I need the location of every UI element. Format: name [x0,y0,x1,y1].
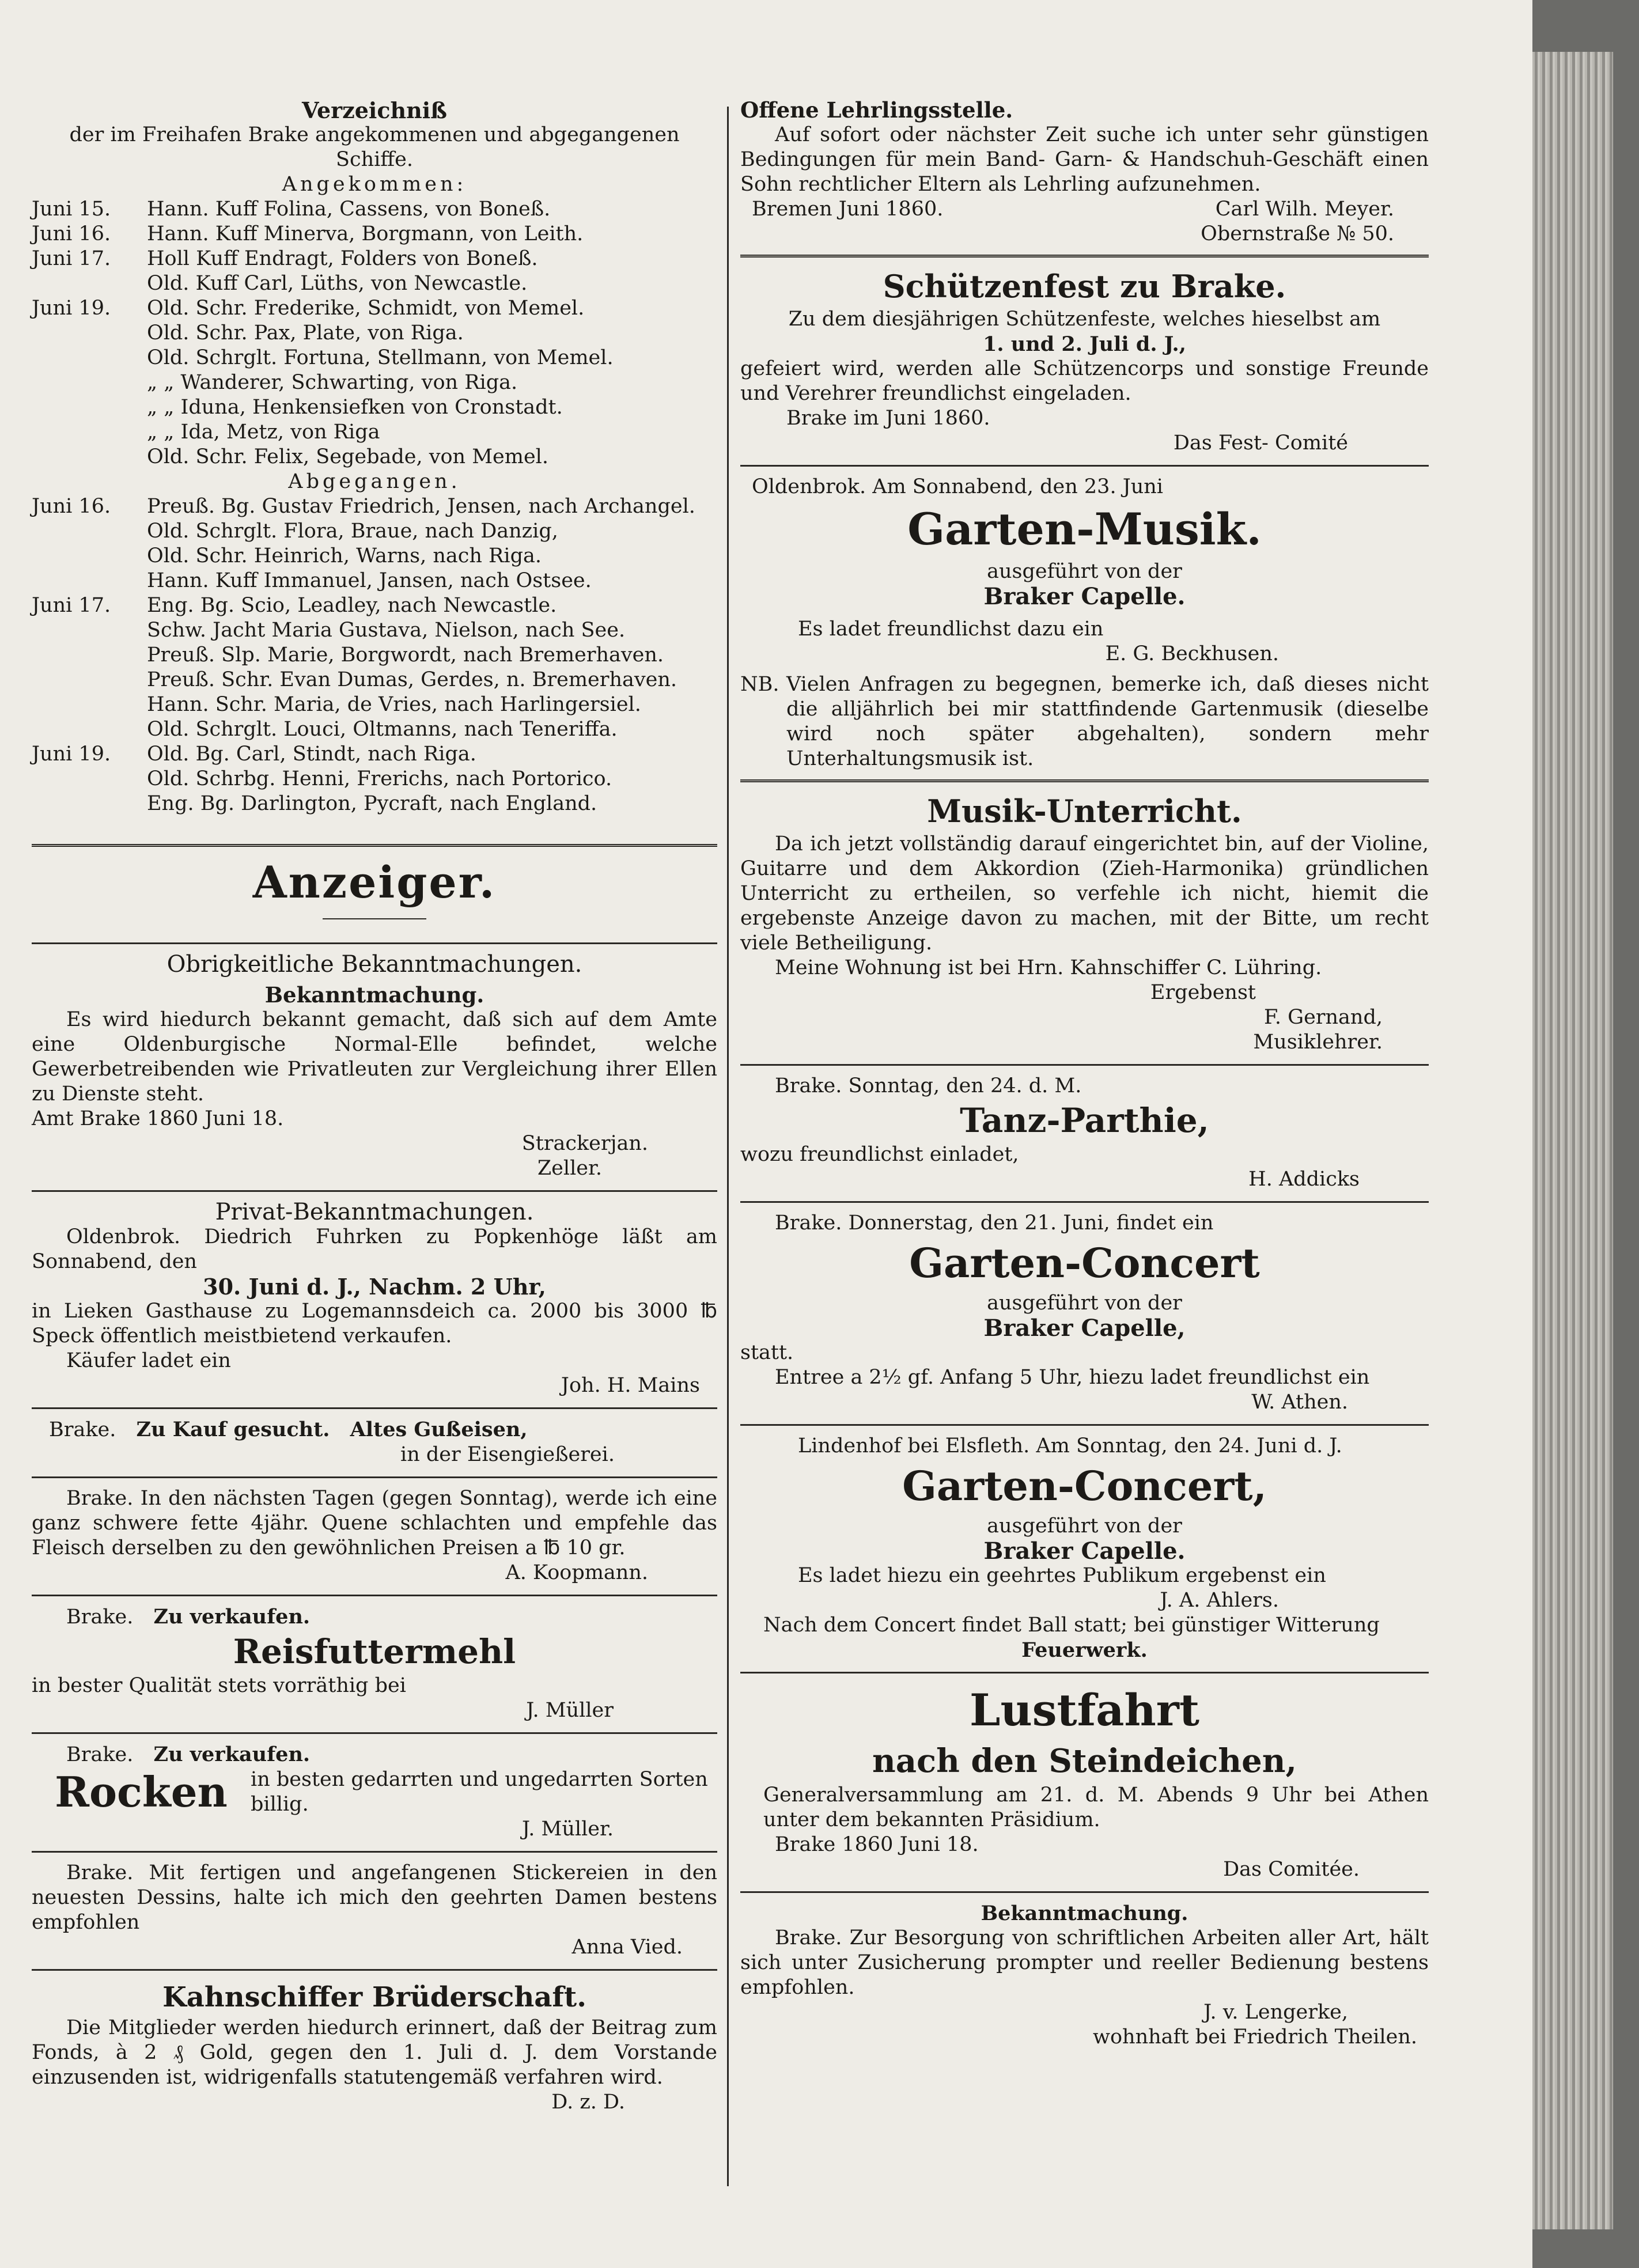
ship-entry-date [32,271,147,296]
music-lessons-address: Meine Wohnung ist bei Hrn. Kahnschiffer C. Lühring. [775,956,1322,979]
private-ad-5-item: Rocken [55,1767,228,1816]
private-ad-1-date: 30. Juni d. J., Nachm. 2 Uhr, [203,1274,546,1300]
bekanntmachung-text: Es wird hiedurch bekannt gemacht, daß sich auf dem Amte eine Oldenburgische Normal-Elle befindet, welche Gewerbetreibenden wie Privatleuten zur Vergleichung ihrer Ellen zu Dienste steht. [32,1008,717,1105]
private-ad-4-bold: Zu verkaufen. [153,1605,311,1629]
schuetzenfest-title: Schützenfest zu Brake. [883,268,1286,305]
lustfahrt-place: Brake 1860 Juni 18. [775,1833,979,1856]
private-ad-4-text: in bester Qualität stets vorräthig bei [32,1674,406,1697]
section-rule [740,1672,1429,1673]
anzeiger-heading: Anzeiger. [252,857,497,908]
section-rule [740,1424,1429,1426]
brotherhood-text: Die Mitglieder werden hiedurch erinnert, daß der Beitrag zum Fonds, à 2 ₰ Gold, gegen den 1. Juli d. J. dem Vorstande einzusenden ist, widrigenfalls statutengemäß verfahren wird. [32,2016,717,2089]
page-edge [1532,0,1639,2268]
music-lessons-sign-2: Musiklehrer. [1253,1031,1383,1054]
ship-entry [32,321,717,346]
concert-2-title: Garten-Concert, [902,1462,1267,1510]
departed-heading: Abgegangen. [288,470,461,493]
ship-entry [32,370,717,395]
ship-entry-date: Juni 17. [32,247,111,270]
concert-1-statt: statt. [740,1341,794,1364]
ship-entry [32,569,717,593]
music-lessons-sign-1: F. Gernand, [1264,1006,1383,1029]
music-lessons-sign-0: Ergebenst [1150,981,1256,1004]
ship-entry-text: Hann. Schr. Maria, de Vries, nach Harlingersiel. [147,693,641,716]
ship-entry-date: Juni 16. [32,222,111,245]
schuetzenfest-text2: gefeiert wird, werden alle Schützencorps und sonstige Freunde und Verehrer freundlichst eingeladen. [740,357,1429,405]
music-lessons-text: Da ich jetzt vollständig darauf eingerichtet bin, auf der Violine, Guitarre und dem Akkordion (Zieh-Harmonika) gründlichen Unterricht zu ertheilen, so verfehle ich nicht, hiemit die ergebenste Anzeige davon zu machen, mit der Bitte, um recht viele Betheiligung. [740,832,1429,955]
tanz-line: Brake. Sonntag, den 24. d. M. [775,1074,1082,1097]
concert-2-band: Braker Capelle. [983,1538,1186,1565]
private-ad-1-buyer: Käufer ladet ein [66,1349,231,1372]
private-heading: Privat-Bekanntmachungen. [215,1199,534,1225]
short-rule [323,918,426,919]
ship-entry [32,197,717,222]
ship-entry-text: Old. Schr. Heinrich, Warns, nach Riga. [147,544,542,567]
column-divider [727,107,729,2186]
ship-entry-text: Preuß. Bg. Gustav Friedrich, Jensen, nach Archangel. [147,495,695,518]
concert-1-by: ausgeführt von der [987,1292,1182,1315]
schuetzenfest-text1: Zu dem diesjährigen Schützenfeste, welches hieselbst am [788,308,1381,331]
ship-entry [32,420,717,445]
ship-entry [32,692,717,717]
private-ad-5-bold: Zu verkaufen. [153,1743,311,1766]
section-rule [32,1851,717,1853]
ship-entry-date [32,767,147,792]
apprentice-text: Auf sofort oder nächster Zeit suche ich unter sehr günstigen Bedingungen für mein Band- Garn- & Handschuh-Geschäft einen Sohn rechtlicher Eltern als Lehrling aufzunehmen. [740,123,1429,196]
ship-entry [32,222,717,247]
ship-entry-date: Juni 19. [32,743,111,766]
lustfahrt-text: Generalversammlung am 21. d. M. Abends 9 Uhr bei Athen unter dem bekannten Präsidium. [763,1784,1429,1831]
ship-entry-text: Old. Kuff Carl, Lüths, von Newcastle. [147,272,528,295]
section-rule [32,1407,717,1409]
apprentice-title: Offene Lehrlingsstelle. [740,97,1013,123]
concert-1-signature: W. Athen. [1251,1391,1348,1414]
bekanntmachung-2-sign-1: J. v. Lengerke, [1203,2001,1348,2024]
departed-list [32,494,717,816]
schuetzenfest-signature: Das Fest- Comité [1173,431,1348,455]
concert-2-fireworks: Feuerwerk. [1021,1638,1148,1662]
section-rule [32,942,717,944]
ship-entry-date: Juni 16. [32,495,111,518]
section-rule [32,1595,717,1596]
ship-entry-text: Preuß. Schr. Evan Dumas, Gerdes, n. Bremerhaven. [147,668,677,691]
arrived-list [32,197,717,469]
ship-entry-text: „ „ Wanderer, Schwarting, von Riga. [147,371,518,394]
concert-1-entry: Entree a 2½ gf. Anfang 5 Uhr, hiezu ladet freundlichst ein [775,1366,1370,1389]
ship-entry-text: Old. Schr. Felix, Segebade, von Memel. [147,445,548,468]
ship-entry [32,395,717,420]
tanz-text: wozu freundlichst einladet, [740,1143,1019,1166]
ship-entry-date [32,792,147,816]
ship-entry [32,643,717,668]
apprentice-address: Obernstraße № 50. [1201,222,1394,245]
ship-entry-date: Juni 15. [32,198,111,221]
ship-entry-text: Eng. Bg. Darlington, Pycraft, nach England. [147,792,597,815]
private-ad-2-item: Altes Gußeisen, [350,1418,528,1441]
private-ad-2-bold: Zu Kauf gesucht. [136,1418,330,1441]
section-rule [32,1190,717,1192]
section-rule [740,1064,1429,1066]
ship-entry-date: Juni 19. [32,297,111,320]
private-ad-4-item: Reisfuttermehl [233,1632,516,1671]
lustfahrt-signature: Das Comitée. [1223,1858,1360,1881]
ship-entry-date [32,346,147,370]
ship-entry-text: Eng. Bg. Scio, Leadley, nach Newcastle. [147,594,557,617]
right-column [740,98,1429,2050]
garten-musik-nb: Vielen Anfragen zu begegnen, bemerke ich, daß dieses nicht die alljährlich bei mir stattfindende Gartenmusik (dieselbe wird noch später abgehalten), sondern mehr Unterhaltungsmusik ist. [786,673,1429,770]
garten-musik-invite: Es ladet freundlichst dazu ein [798,618,1104,641]
ship-entry-date [32,321,147,346]
private-ad-5-place: Brake. [66,1743,134,1766]
apprentice-place: Bremen Juni 1860. [752,198,944,221]
ship-entry-date [32,717,147,742]
concert-2-signature: J. A. Ahlers. [1160,1589,1279,1612]
section-rule [740,255,1429,258]
ship-entry-text: Old. Schrglt. Flora, Braue, nach Danzig, [147,520,558,543]
bekanntmachung-signature-1: Strackerjan. [521,1132,648,1155]
schuetzenfest-place: Brake im Juni 1860. [786,407,990,430]
ship-entry [32,494,717,519]
ship-entry [32,271,717,296]
ship-entry-date [32,692,147,717]
ship-entry-date [32,395,147,420]
tanz-signature: H. Addicks [1248,1168,1360,1191]
ship-entry-text: Schw. Jacht Maria Gustava, Nielson, nach See. [147,619,626,642]
private-ad-5-text: in besten gedarrten und ungedarrten Sorten billig. [251,1768,708,1816]
ship-entry [32,593,717,618]
ship-entry-date [32,445,147,469]
ship-entry-text: Hann. Kuff Minerva, Borgmann, von Leith. [147,222,584,245]
section-rule [32,1476,717,1478]
ship-entry-text: Preuß. Slp. Marie, Borgwordt, nach Bremerhaven. [147,643,664,667]
ship-entry [32,346,717,370]
garten-musik-band: Braker Capelle. [983,583,1186,610]
ship-entry [32,544,717,569]
ship-entry [32,717,717,742]
ship-entry [32,247,717,271]
official-heading: Obrigkeitliche Bekanntmachungen. [166,951,582,978]
ship-entry-text: Hann. Kuff Immanuel, Jansen, nach Ostsee. [147,569,592,592]
ship-entry-text: Holl Kuff Endragt, Folders von Boneß. [147,247,538,270]
concert-2-by: ausgeführt von der [987,1514,1182,1538]
ship-entry-text: Old. Schrglt. Louci, Oltmanns, nach Teneriffa. [147,718,618,741]
bekanntmachung-2-text: Brake. Zur Besorgung von schriftlichen Arbeiten aller Art, hält sich unter Zusicherung prompter und reeller Bedienung bestens empfohlen. [740,1926,1429,1999]
ship-entry-date [32,420,147,445]
private-ad-5-signature: J. Müller. [521,1818,614,1841]
ship-entry-text: Old. Schr. Pax, Plate, von Riga. [147,321,464,344]
section-rule [740,1201,1429,1203]
private-ad-2-where: in der Eisengießerei. [400,1443,615,1466]
ship-entry-date: Juni 17. [32,594,111,617]
private-ad-1-text2: in Lieken Gasthause zu Logemannsdeich ca. 2000 bis 3000 ℔ Speck öffentlich meistbietend verkaufen. [32,1300,717,1347]
ship-entry [32,792,717,816]
ship-entry-text: Old. Schrglt. Fortuna, Stellmann, von Memel. [147,346,614,369]
music-lessons-title: Musik-Unterricht. [927,793,1242,830]
ship-entry-date [32,618,147,643]
garten-musik-signature: E. G. Beckhusen. [1105,642,1279,665]
ship-entry-date [32,544,147,569]
private-ad-2-place: Brake. [49,1418,116,1441]
section-rule [740,1891,1429,1893]
ship-entry [32,445,717,469]
arrived-heading: Angekommen: [282,173,467,196]
apprentice-signature: Carl Wilh. Meyer. [1215,198,1394,221]
concert-2-after: Nach dem Concert findet Ball statt; bei günstiger Witterung [763,1614,1380,1637]
ship-entry-date [32,668,147,692]
ship-entry-text: Old. Bg. Carl, Stindt, nach Riga. [147,743,476,766]
lustfahrt-subtitle: nach den Steindeichen, [872,1742,1297,1780]
ship-entry-text: „ „ Iduna, Henkensiefken von Cronstadt. [147,396,563,419]
bekanntmachung-2-sign-2: wohnhaft bei Friedrich Theilen. [1093,2025,1417,2049]
garten-musik-nb-label: NB. [740,673,779,696]
ship-list-subtitle: der im Freihafen Brake angekommenen und abgegangenen Schiffe. [69,123,680,171]
ship-entry [32,742,717,767]
private-ad-1-text: Oldenbrok. Diedrich Fuhrken zu Popkenhöge läßt am Sonnabend, den [32,1225,717,1273]
ship-entry [32,767,717,792]
ship-entry [32,519,717,544]
section-rule [740,465,1429,467]
private-ad-4-place: Brake. [66,1606,134,1629]
tanz-title: Tanz-Parthie, [960,1101,1209,1140]
garten-musik-by: ausgeführt von der [987,560,1182,583]
ship-entry-date [32,370,147,395]
ship-entry-text: „ „ Ida, Metz, von Riga [147,421,380,444]
lustfahrt-title: Lustfahrt [970,1684,1199,1736]
private-ad-6-signature: Anna Vied. [571,1936,683,1959]
private-ad-3-signature: A. Koopmann. [505,1561,648,1584]
ship-entry-date [32,643,147,668]
left-column [32,98,717,2115]
private-ad-6-text: Brake. Mit fertigen und angefangenen Stickereien in den neuesten Dessins, halte ich mich den geehrten Damen bestens empfohlen [32,1861,717,1934]
private-ad-4-signature: J. Müller [526,1699,614,1722]
ship-entry-text: Old. Schrbg. Henni, Frerichs, nach Portorico. [147,767,612,790]
ship-entry-text: Hann. Kuff Folina, Cassens, von Boneß. [147,198,551,221]
ship-entry [32,618,717,643]
brotherhood-signature: D. z. D. [551,2091,625,2114]
bekanntmachung-2-title: Bekanntmachung. [981,1902,1188,1925]
garten-musik-line: Oldenbrok. Am Sonnabend, den 23. Juni [752,475,1163,498]
ship-entry-date [32,519,147,544]
section-rule [740,779,1429,782]
concert-2-invite: Es ladet hiezu ein geehrtes Publikum ergebenst ein [798,1564,1326,1587]
bekanntmachung-title: Bekanntmachung. [264,982,484,1008]
section-rule [32,1969,717,1971]
concert-1-line: Brake. Donnerstag, den 21. Juni, findet ein [775,1211,1214,1235]
concert-1-band: Braker Capelle, [983,1315,1186,1342]
ship-list-title: Verzeichniß [301,97,448,123]
private-ad-3-text: Brake. In den nächsten Tagen (gegen Sonntag), werde ich eine ganz schwere fette 4jähr. Quene schlachten und empfehle das Fleisch derselben zu den gewöhnlichen Preisen a ℔ 10 gr. [32,1487,717,1559]
section-rule [32,1732,717,1734]
concert-2-line: Lindenhof bei Elsfleth. Am Sonntag, den 24. Juni d. J. [798,1434,1342,1457]
ship-entry [32,296,717,321]
ship-entry [32,668,717,692]
schuetzenfest-date: 1. und 2. Juli d. J., [983,332,1186,356]
concert-1-title: Garten-Concert [909,1239,1260,1287]
section-rule [32,844,717,847]
garten-musik-title: Garten-Musik. [907,503,1262,555]
ship-entry-text: Old. Schr. Frederike, Schmidt, von Memel. [147,297,585,320]
brotherhood-title: Kahnschiffer Brüderschaft. [162,1981,586,2013]
bekanntmachung-signature-2: Zeller. [537,1157,602,1180]
private-ad-1-signature: Joh. H. Mains [561,1374,700,1397]
bekanntmachung-place: Amt Brake 1860 Juni 18. [32,1107,284,1130]
ship-entry-date [32,569,147,593]
